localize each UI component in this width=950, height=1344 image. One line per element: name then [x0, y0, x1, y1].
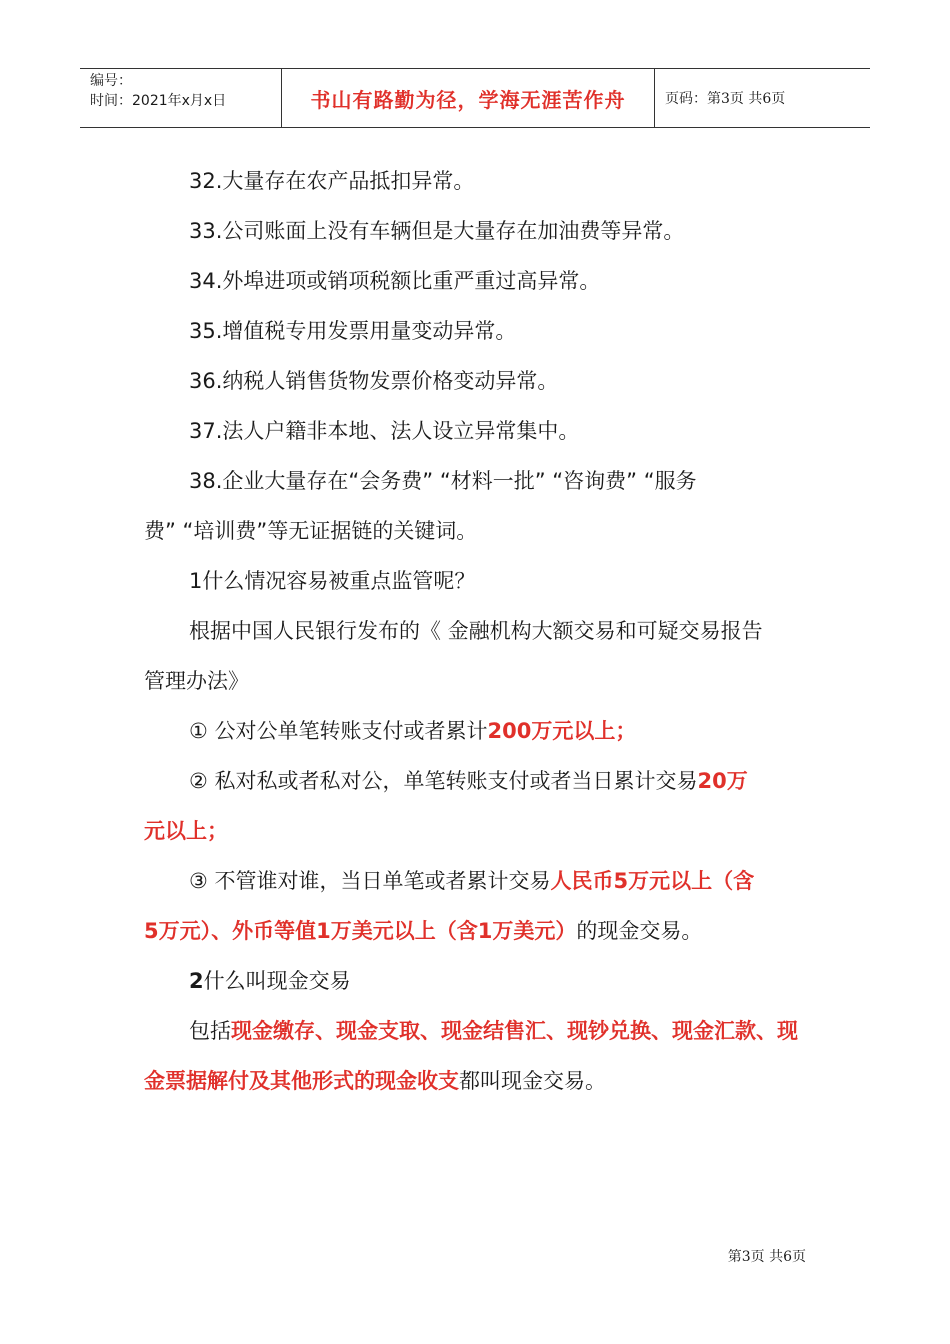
criterion-2 — [144, 756, 809, 806]
document-number-label: 编号： — [90, 73, 132, 89]
list-item: 38.企业大量存在“会务费” “材料一批” “咨询费” “服务 — [189, 469, 697, 493]
paragraph: 根据中国人民银行发布的《 金融机构大额交易和可疑交易报告 — [189, 619, 763, 643]
criterion-3-continuation — [144, 906, 809, 956]
list-item: 32.大量存在农产品抵扣异常。 — [189, 169, 475, 193]
page-header — [80, 68, 870, 128]
header-meta — [80, 69, 282, 127]
list-item: 35.增值税专用发票用量变动异常。 — [189, 319, 517, 343]
paragraph-continuation — [144, 1056, 809, 1106]
document-body — [144, 156, 809, 1106]
document-date: 时间：2021年x月x日 — [90, 93, 227, 109]
header-page-info: 页码：第3页 共6页 — [665, 91, 786, 107]
criterion-2-continuation — [144, 806, 809, 856]
criterion-3 — [144, 856, 809, 906]
criterion-highlight: 20万 — [697, 769, 748, 793]
list-item: 33.公司账面上没有车辆但是大量存在加油费等异常。 — [189, 219, 685, 243]
criterion-1 — [144, 706, 809, 756]
criterion-highlight: 人民币5万元以上（含 — [550, 869, 755, 893]
criterion-highlight: 5万元）、外币等值1万美元以上（含1万美元） — [144, 919, 577, 943]
page-footer: 第3页 共6页 — [727, 1249, 806, 1265]
section-heading-1: 1什么情况容易被重点监管呢？ — [189, 569, 476, 593]
paragraph-highlight: 金票据解付及其他形式的现金收支 — [144, 1069, 459, 1093]
criterion-highlight: 200万元以上； — [487, 719, 637, 743]
header-motto-cell — [282, 69, 655, 127]
list-item-continuation: 费” “培训费”等无证据链的关键词。 — [144, 519, 478, 543]
list-item: 34.外埠进项或销项税额比重严重过高异常。 — [189, 269, 601, 293]
criterion-text: ① 公对公单笔转账支付或者累计 — [189, 719, 488, 743]
section-title: 什么叫现金交易 — [203, 969, 351, 993]
header-motto: 书山有路勤为径，学海无涯苦作舟 — [310, 87, 626, 112]
criterion-text: 的现金交易。 — [576, 919, 703, 943]
section-number: 2 — [189, 969, 204, 993]
paragraph-text: 包括 — [189, 1019, 231, 1043]
paragraph — [144, 1006, 809, 1056]
paragraph-highlight: 现金缴存、现金支取、现金结售汇、现钞兑换、现金汇款、现 — [231, 1019, 798, 1043]
criterion-text: ② 私对私或者私对公，单笔转账支付或者当日累计交易 — [189, 769, 698, 793]
list-item: 36.纳税人销售货物发票价格变动异常。 — [189, 369, 559, 393]
criterion-text: ③ 不管谁对谁，当日单笔或者累计交易 — [189, 869, 551, 893]
paragraph-continuation: 管理办法》 — [144, 669, 249, 693]
list-item: 37.法人户籍非本地、法人设立异常集中。 — [189, 419, 580, 443]
paragraph-text: 都叫现金交易。 — [459, 1069, 606, 1093]
criterion-highlight: 元以上； — [144, 819, 228, 843]
section-heading-2 — [144, 956, 809, 1006]
